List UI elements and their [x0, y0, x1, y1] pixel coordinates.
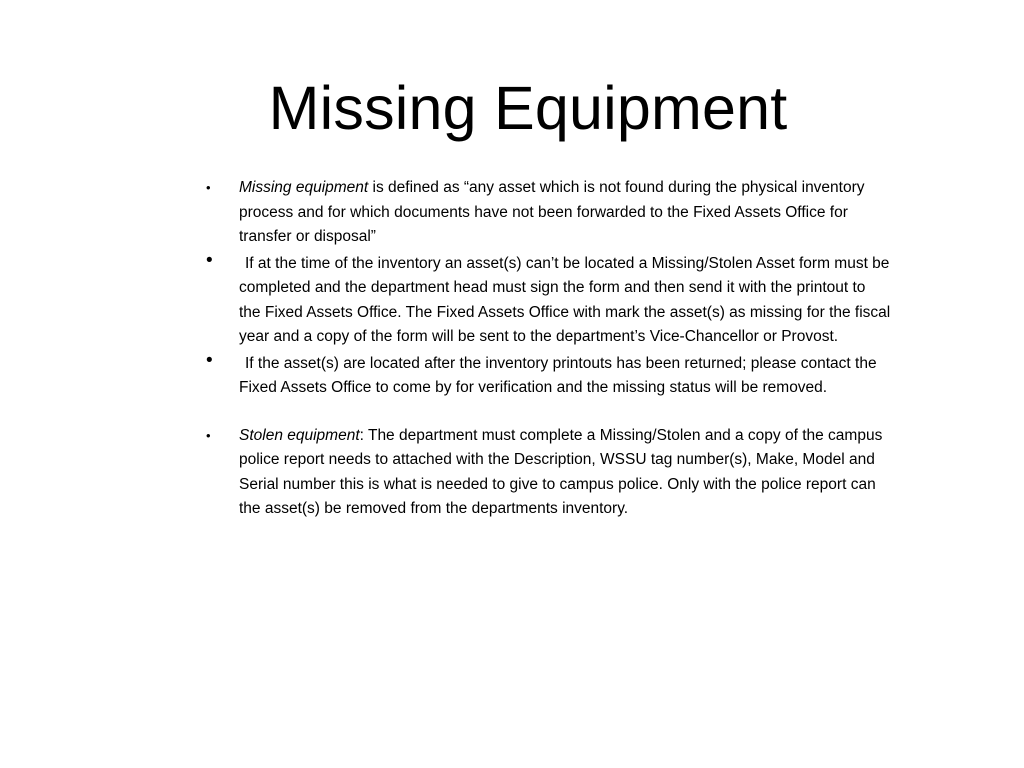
term-stolen-equipment: Stolen equipment	[239, 426, 360, 444]
slide-title: Missing Equipment	[268, 74, 788, 142]
bullet-dot: •	[206, 427, 211, 443]
bullet-asset-located	[201, 349, 891, 401]
bullet-text: is defined as “any asset which is not found during the physical inventory process and for which documents have not been forwarded to the Fixed Assets Office for transfer or disposal”	[239, 179, 865, 245]
bullet-dot: •	[206, 349, 213, 371]
bullet-text: If the asset(s) are located after the inventory printouts has been returned; please contact the Fixed Assets Office to come by for verification and the missing status will be removed.	[239, 354, 877, 396]
bullet-text: : The department must complete a Missing/Stolen and a copy of the campus police report needs to attached with the Description, WSSU tag number(s), Make, Model and Serial number this is what is needed to give to campus police. Only with the police report can the asset(s) be removed from the departments inventory.	[239, 426, 883, 517]
term-missing-equipment: Missing equipment	[239, 179, 369, 196]
bullet-dot: •	[206, 249, 213, 271]
bullet-dot: •	[206, 180, 211, 195]
bullet-stolen-equipment	[201, 424, 891, 522]
bullet-missing-equipment-definition	[201, 176, 891, 250]
bullet-text: If at the time of the inventory an asset(s) can’t be located a Missing/Stolen Asset form must be completed and the department head must sign the form and then send it with the printout to the Fixed Assets Office. The Fixed Assets Office with mark the asset(s) as missing for the fiscal year and a copy of the form will be sent to the department’s Vice-Chancellor or Provost.	[239, 254, 891, 345]
bullet-list	[201, 176, 891, 522]
bullet-missing-asset-form	[201, 249, 891, 350]
